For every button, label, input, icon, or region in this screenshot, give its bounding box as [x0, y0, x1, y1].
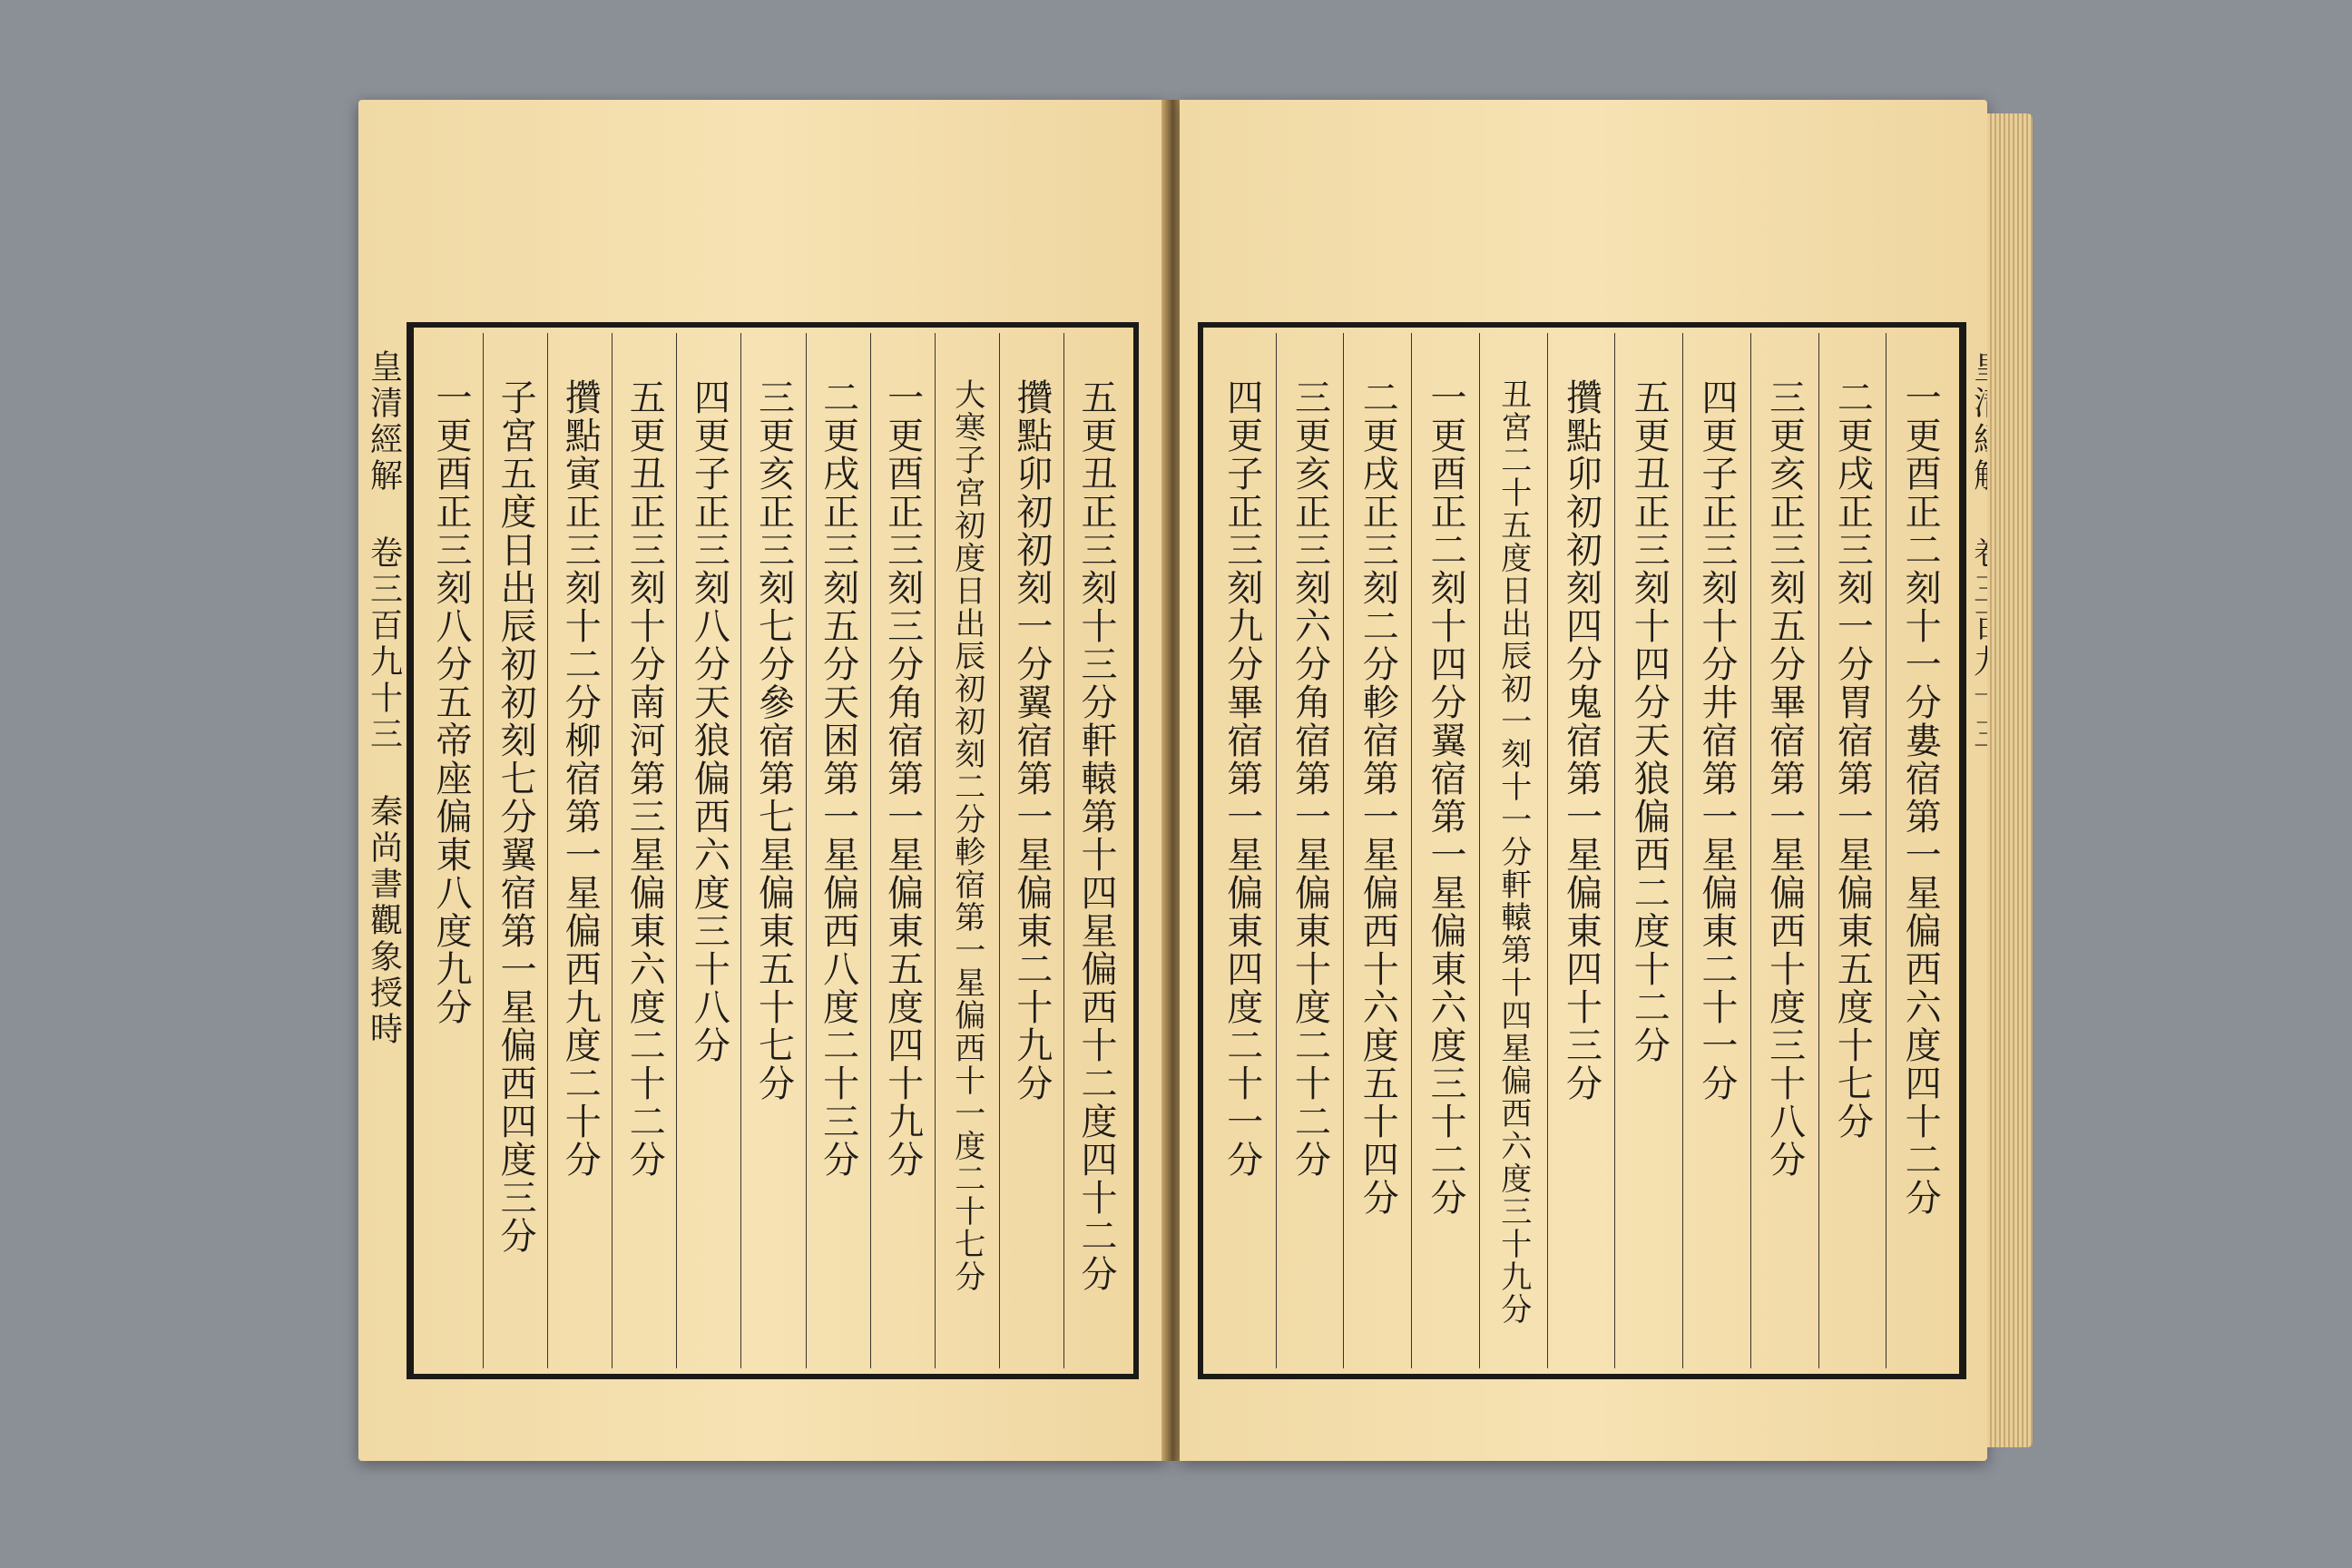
text-column: [483, 333, 547, 1368]
column-text: 一更酉正三刻三分角宿第一星偏東五度四十九分: [881, 378, 924, 1179]
left-text-frame: [408, 322, 1139, 1379]
open-book: [358, 100, 2028, 1461]
column-text: 四更子正三刻九分畢宿第一星偏東四度二十一分: [1220, 378, 1263, 1179]
text-column: [1614, 333, 1682, 1368]
text-column: [547, 333, 612, 1368]
column-text: 一更酉正二刻十四分翼宿第一星偏東六度三十二分: [1424, 378, 1466, 1217]
column-text: 五更丑正三刻十三分軒轅第十四星偏西十二度四十二分: [1074, 378, 1117, 1293]
text-column: [676, 333, 740, 1368]
right-text-frame: [1198, 322, 1965, 1379]
column-text: 三更亥正三刻六分角宿第一星偏東十度二十二分: [1289, 378, 1331, 1179]
text-column: [935, 333, 999, 1368]
column-text: 三更亥正三刻七分參宿第七星偏東五十七分: [752, 378, 795, 1102]
right-page: [1180, 100, 1987, 1461]
text-column: [806, 333, 870, 1368]
column-text: 二更戌正三刻二分軫宿第一星偏西十六度五十四分: [1357, 378, 1399, 1217]
column-text: 三更亥正三刻五分畢宿第一星偏西十度三十八分: [1763, 378, 1806, 1179]
column-text: 大寒子宮初度日出辰初初刻二分軫宿第一星偏西十一度二十七分: [948, 378, 985, 1293]
left-margin-title: [361, 322, 408, 1379]
page-edges: [1987, 113, 2033, 1447]
text-column: [999, 333, 1063, 1368]
text-column: [419, 333, 483, 1368]
column-text: 攢點寅正三刻十二分柳宿第一星偏西九度二十分: [559, 378, 602, 1179]
right-columns: [1209, 333, 1954, 1368]
column-text: 四更子正三刻八分天狼偏西六度三十八分: [688, 378, 730, 1064]
column-text: 二更戌正三刻五分天困第一星偏西八度二十三分: [817, 378, 859, 1179]
text-column: [1818, 333, 1886, 1368]
column-text: 四更子正三刻十分井宿第一星偏東二十一分: [1695, 378, 1738, 1102]
column-text: 一更酉正二刻十一分婁宿第一星偏西六度四十二分: [1899, 378, 1942, 1217]
text-column: [1547, 333, 1615, 1368]
column-text: 丑宮二十五度日出辰初一刻十一分軒轅第十四星偏西六度三十九分: [1494, 378, 1532, 1326]
column-text: 五更丑正三刻十分南河第三星偏東六度二十二分: [623, 378, 666, 1179]
text-column: [1343, 333, 1411, 1368]
column-text: 攢點卯初初刻四分鬼宿第一星偏東四十三分: [1560, 378, 1602, 1102]
left-margin-title-text: 皇清經解 卷三百九十三 秦尚書觀象授時: [365, 349, 403, 1048]
text-column: [1479, 333, 1547, 1368]
text-column: [1209, 333, 1276, 1368]
text-column: [740, 333, 805, 1368]
column-text: 五更丑正三刻十四分天狼偏西二度十二分: [1628, 378, 1671, 1064]
text-column: [870, 333, 935, 1368]
left-columns: [419, 333, 1128, 1368]
text-column: [1750, 333, 1818, 1368]
text-column: [1411, 333, 1479, 1368]
column-text: 子宮五度日出辰初初刻七分翼宿第一星偏西四度三分: [495, 378, 537, 1255]
column-text: 一更酉正三刻八分五帝座偏東八度九分: [430, 378, 473, 1026]
text-column: [1063, 333, 1128, 1368]
text-column: [1276, 333, 1344, 1368]
left-page: [358, 100, 1166, 1461]
text-column: [612, 333, 676, 1368]
column-text: 二更戌正三刻一分胃宿第一星偏東五度十七分: [1831, 378, 1874, 1141]
text-column: [1886, 333, 1954, 1368]
column-text: 攢點卯初初刻一分翼宿第一星偏東二十九分: [1010, 378, 1053, 1102]
text-column: [1682, 333, 1750, 1368]
